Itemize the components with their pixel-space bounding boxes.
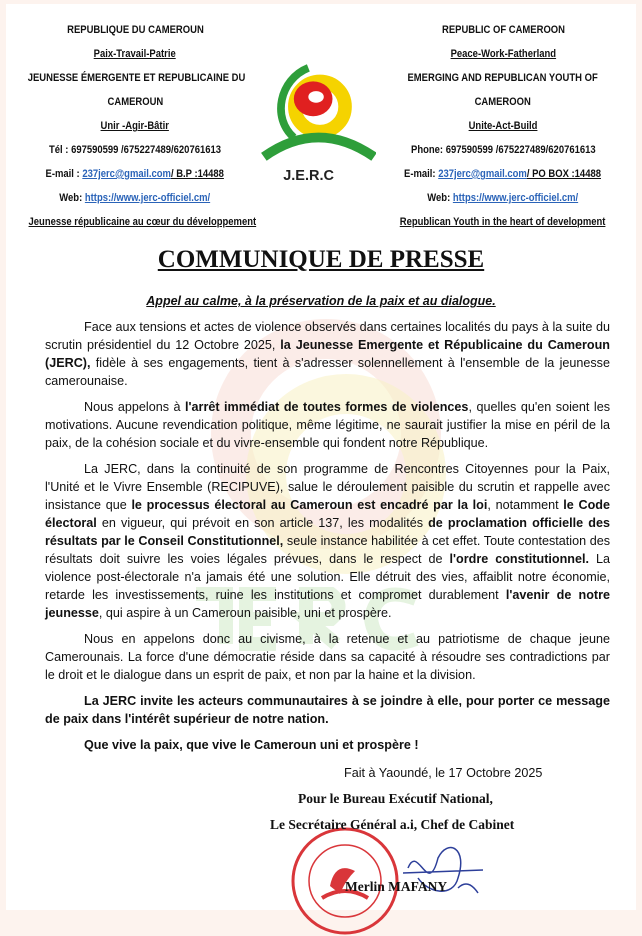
web-line <box>378 186 628 210</box>
text-segment: en vigueur, qui prévoit en son article 137, les modalités <box>96 516 429 530</box>
slogan-line <box>10 114 260 138</box>
slogan: Unite-Act-Build <box>468 120 538 132</box>
header-french <box>10 18 260 234</box>
motto-line <box>10 42 260 66</box>
org-name-line1: EMERGING AND REPUBLICAN YOUTH OF <box>407 72 599 84</box>
date-line: Fait à Yaoundé, le 17 Octobre 2025 <box>344 766 543 780</box>
motto-line <box>378 42 628 66</box>
text-segment: Que vive la paix, que vive le Cameroun uni et prospère ! <box>84 738 419 752</box>
country-name: REPUBLIC OF CAMEROON <box>441 24 565 36</box>
slogan-line <box>378 114 628 138</box>
paragraph-4 <box>45 630 610 684</box>
org-name-line1: JEUNESSE ÉMERGENTE ET REPUBLICAINE DU <box>27 72 246 84</box>
phone: Phone: 697590599 /675227489/620761613 <box>410 144 596 156</box>
po-box: / B.P :14488 <box>171 168 225 180</box>
email-link[interactable]: 237jerc@gmail.com <box>82 168 172 180</box>
subtitle: Appel au calme, à la préservation de la paix et au dialogue. <box>146 294 496 308</box>
text-segment: Nous appelons à <box>84 400 186 414</box>
email-link[interactable]: 237jerc@gmail.com <box>438 168 528 180</box>
org-line-2 <box>10 90 260 114</box>
paragraph-3 <box>45 460 610 622</box>
web-label: Web: <box>59 192 86 204</box>
paragraph-2 <box>45 398 610 452</box>
country-name: REPUBLIQUE DU CAMEROUN <box>66 24 204 36</box>
tagline: Republican Youth in the heart of development <box>400 216 606 228</box>
text-segment: Nous en appelons donc au civisme, à la retenue et au patriotisme de chaque jeune Camerounais. La force d'une démocratie réside dans sa capacité à résoudre ses contradictions par le droit et le dialogue dans un esprit de paix, et non par la haine et la division. <box>45 632 610 682</box>
text-segment: , qui aspire à un Cameroun paisible, uni et prospère. <box>98 606 392 620</box>
country-line <box>378 18 628 42</box>
phone: Tél : 697590599 /675227489/620761613 <box>48 144 221 156</box>
web-link[interactable]: https://www.jerc-officiel.cm/ <box>85 192 211 204</box>
main-content <box>6 244 636 926</box>
text-segment: La violence post-électorale n'a jamais été une solution. Elle détruit des vies, affaiblit notre économie, retarde les investissements, ruine les institutions et compromet durablement <box>45 552 610 602</box>
tagline-line <box>10 210 260 234</box>
email-label: E-mail : <box>45 168 83 180</box>
text-segment: , notamment <box>487 498 564 512</box>
web-label: Web: <box>427 192 454 204</box>
email-line <box>378 162 628 186</box>
paragraph-1 <box>45 318 610 390</box>
signature-block <box>6 786 636 926</box>
logo-text: J.E.R.C <box>283 168 334 185</box>
paragraph-5 <box>45 692 610 728</box>
signature-scribble <box>398 838 498 908</box>
text-segment: Face aux tensions et actes de violence observés dans certaines localités du pays à la suite du scrutin présidentiel du 12 Octobre 2025, <box>45 320 610 352</box>
text-segment: La JERC invite les acteurs communautaires à se joindre à elle, pour porter ce message de paix dans l'intérêt supérieur de notre nation. <box>45 694 610 726</box>
motto: Peace-Work-Fatherland <box>450 48 556 60</box>
country-line <box>10 18 260 42</box>
header-english <box>378 18 628 234</box>
document-page <box>6 4 636 910</box>
web-link[interactable]: https://www.jerc-officiel.cm/ <box>453 192 579 204</box>
text-segment: l'ordre constitutionnel. <box>449 552 589 566</box>
text-segment: de proclamation officielle des résultats par le Conseil Constitutionnel, <box>45 516 610 548</box>
tagline-line <box>378 210 628 234</box>
signature-line-1: Pour le Bureau Exécutif National, <box>298 791 493 806</box>
org-line-1 <box>378 66 628 90</box>
text-segment: la Jeunesse Emergente et Républicaine du Cameroun (JERC), <box>45 338 610 370</box>
motto: Paix-Travail-Patrie <box>93 48 177 60</box>
paragraph-6 <box>45 736 610 754</box>
text-segment: fidèle à ses engagements, tient à s'adresser solennellement à l'ensemble de la jeunesse camerounaise. <box>45 356 610 388</box>
text-segment: l'avenir de notre jeunesse <box>45 588 611 620</box>
slogan: Unir -Agir-Bâtir <box>100 120 170 132</box>
tagline: Jeunesse républicaine au cœur du développement <box>28 216 257 228</box>
text-segment: La JERC, dans la continuité de son programme de Rencontres Citoyennes pour la Paix, l'Unité et le Vivre Ensemble (RECIPUVE), salue le déroulement paisible du scrutin et rappelle avec insistance que <box>45 462 610 512</box>
email-line <box>10 162 260 186</box>
text-segment: le processus électoral au Cameroun est encadré par la loi <box>131 498 488 512</box>
signatory-name: Merlin MAFANY <box>345 879 448 894</box>
text-segment: seule instance habilitée à cet effet. Toute contestation des résultats doit suivre les voies légales prévues, dans le respect de <box>45 534 610 566</box>
org-name-line2: CAMEROON <box>474 96 532 108</box>
email-label: E-mail: <box>404 168 439 180</box>
signature-line-2: Le Secrétaire Général a.i, Chef de Cabinet <box>270 817 515 832</box>
text-segment: le Code électoral <box>45 498 610 530</box>
web-line <box>10 186 260 210</box>
org-line-2 <box>378 90 628 114</box>
po-box: / PO BOX :14488 <box>527 168 602 180</box>
page-title: COMMUNIQUE DE PRESSE <box>157 246 485 273</box>
text-segment: l'arrêt immédiat de toutes formes de violences <box>185 400 469 414</box>
org-name-line2: CAMEROUN <box>107 96 163 108</box>
org-line-1 <box>10 66 260 90</box>
text-segment: , quelles qu'en soient les motivations. Aucune revendication politique, même légitime, ne saurait justifier la mise en péril de la paix, de la cohésion sociale et du vivre-ensemble qui fondent notre République. <box>45 400 610 450</box>
phone-line <box>10 138 260 162</box>
phone-line <box>378 138 628 162</box>
jerc-logo <box>260 58 376 188</box>
